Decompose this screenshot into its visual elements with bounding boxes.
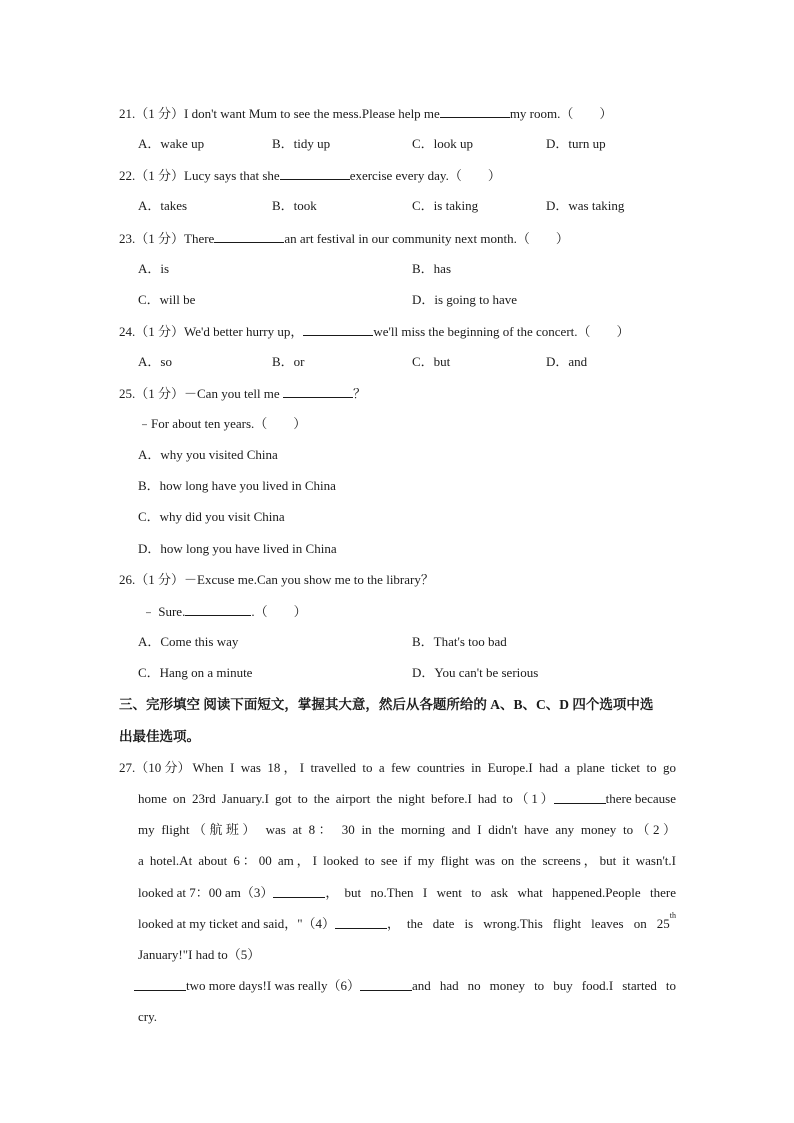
section-heading-line2: 出最佳选项。: [119, 729, 200, 744]
answer-blank: [283, 385, 353, 398]
option-a: A．Come this way: [138, 634, 239, 649]
question-score: （1 分）: [135, 572, 185, 587]
option-b: B．That's too bad: [412, 634, 507, 649]
reply-end: .（ ）: [251, 604, 307, 619]
question-stem-end: exercise every day.（ ）: [349, 168, 501, 183]
option-b: B．or: [272, 354, 305, 369]
question-stem-end: ？: [352, 386, 366, 401]
question-number: 22.: [119, 168, 136, 183]
passage-line-6: [138, 911, 676, 932]
question-score: （1 分）: [135, 106, 185, 121]
option-d: D．turn up: [546, 136, 606, 151]
passage-text: home on 23rd January.I got to the airport the night before.I had to（1）: [138, 791, 554, 806]
passage-line-8: [134, 978, 676, 994]
option-b: B．took: [272, 198, 317, 213]
question-stem-end: an art festival in our community next month.（ ）: [284, 231, 569, 246]
option-d: D．is going to have: [412, 292, 518, 307]
passage-text: there because: [605, 791, 676, 806]
answer-blank-6: [360, 978, 412, 991]
option-c: C．Hang on a minute: [138, 665, 253, 680]
option-a: A．takes: [138, 198, 188, 213]
superscript: th: [669, 911, 676, 920]
question-reply: ﹣For about ten years.（ ）: [138, 416, 307, 431]
section-heading-line1: 三、完形填空 阅读下面短文，掌握其大意，然后从各题所给的 A、B、C、D 四个选项中选: [119, 697, 654, 712]
answer-blank-5: [134, 978, 186, 991]
question-number: 21.: [119, 106, 136, 121]
question-number: 24.: [119, 324, 136, 339]
option-c: C．why did you visit China: [138, 509, 285, 524]
passage-text: looked at 7：00 am（3）: [138, 885, 274, 900]
question-number: 23.: [119, 231, 136, 246]
question-score: （1 分）: [135, 168, 185, 183]
question-22: [119, 167, 501, 184]
option-b: B．tidy up: [272, 136, 331, 151]
answer-blank: [185, 603, 251, 616]
answer-blank: [440, 105, 510, 118]
option-c: C．will be: [138, 292, 196, 307]
passage-text: ，but no.Then I went to ask what happened.People there: [325, 885, 676, 900]
passage-text: ，the date is wrong.This flight leaves on 25: [387, 916, 670, 931]
passage-line-5: [138, 885, 676, 901]
question-25: [119, 385, 366, 402]
option-c: C．but: [412, 354, 451, 369]
answer-blank-1: [554, 791, 606, 804]
answer-blank: [214, 230, 284, 243]
question-stem: I don't want Mum to see the mess.Please help me: [184, 106, 440, 121]
question-score: （1 分）: [135, 324, 185, 339]
option-d: D．and: [546, 354, 588, 369]
passage-line-1: [119, 760, 676, 776]
question-score: （10 分）: [135, 760, 191, 775]
option-a: A．so: [138, 354, 172, 369]
passage-text: When I was 18，I travelled to a few countries in Europe.I had a plane ticket to go: [192, 760, 676, 775]
question-number: 25.: [119, 386, 136, 401]
option-a: A．wake up: [138, 136, 205, 151]
option-c: C．is taking: [412, 198, 479, 213]
question-21: [119, 105, 612, 122]
question-stem: －Can you tell me: [184, 386, 280, 401]
reply-start: ﹣ Sure.: [142, 604, 186, 619]
passage-line-9: cry.: [138, 1009, 158, 1024]
option-b: B．how long have you lived in China: [138, 478, 336, 493]
question-stem: －Excuse me.Can you show me to the library？: [184, 572, 434, 587]
passage-text: and had no money to buy food.I started to: [412, 978, 676, 993]
question-reply: [142, 603, 307, 620]
answer-blank-3: [273, 885, 325, 898]
question-stem: We'd better hurry up，: [184, 324, 304, 339]
passage-line-2: [138, 791, 676, 807]
option-d: D．You can't be serious: [412, 665, 539, 680]
question-number: 27.: [119, 760, 136, 775]
question-score: （1 分）: [135, 386, 185, 401]
option-a: A．is: [138, 261, 170, 276]
answer-blank: [303, 323, 373, 336]
answer-blank: [280, 167, 350, 180]
question-stem-end: we'll miss the beginning of the concert.（ ）: [373, 324, 630, 339]
passage-line-4: a hotel.At about 6：00 am，I looked to see if my flight was on the screens，but it wasn't.I: [138, 853, 676, 868]
question-stem: There: [184, 231, 215, 246]
question-stem-end: my room.（ ）: [509, 106, 613, 121]
question-24: [119, 323, 630, 340]
passage-text: two more days!I was really（6）: [186, 978, 361, 993]
option-a: A．why you visited China: [138, 447, 278, 462]
passage-line-7: January!"I had to（5）: [138, 947, 261, 962]
question-number: 26.: [119, 572, 136, 587]
option-d: D．was taking: [546, 198, 625, 213]
answer-blank-4: [335, 916, 387, 929]
option-c: C．look up: [412, 136, 474, 151]
option-b: B．has: [412, 261, 452, 276]
question-23: [119, 230, 569, 247]
option-d: D．how long you have lived in China: [138, 541, 337, 556]
question-stem: Lucy says that she: [184, 168, 280, 183]
passage-text: looked at my ticket and said，"（4）: [138, 916, 336, 931]
question-26: [119, 572, 434, 588]
question-score: （1 分）: [135, 231, 185, 246]
passage-line-3: my flight（航班） was at 8： 30 in the morning and I didn't have any money to（2）: [138, 822, 676, 837]
